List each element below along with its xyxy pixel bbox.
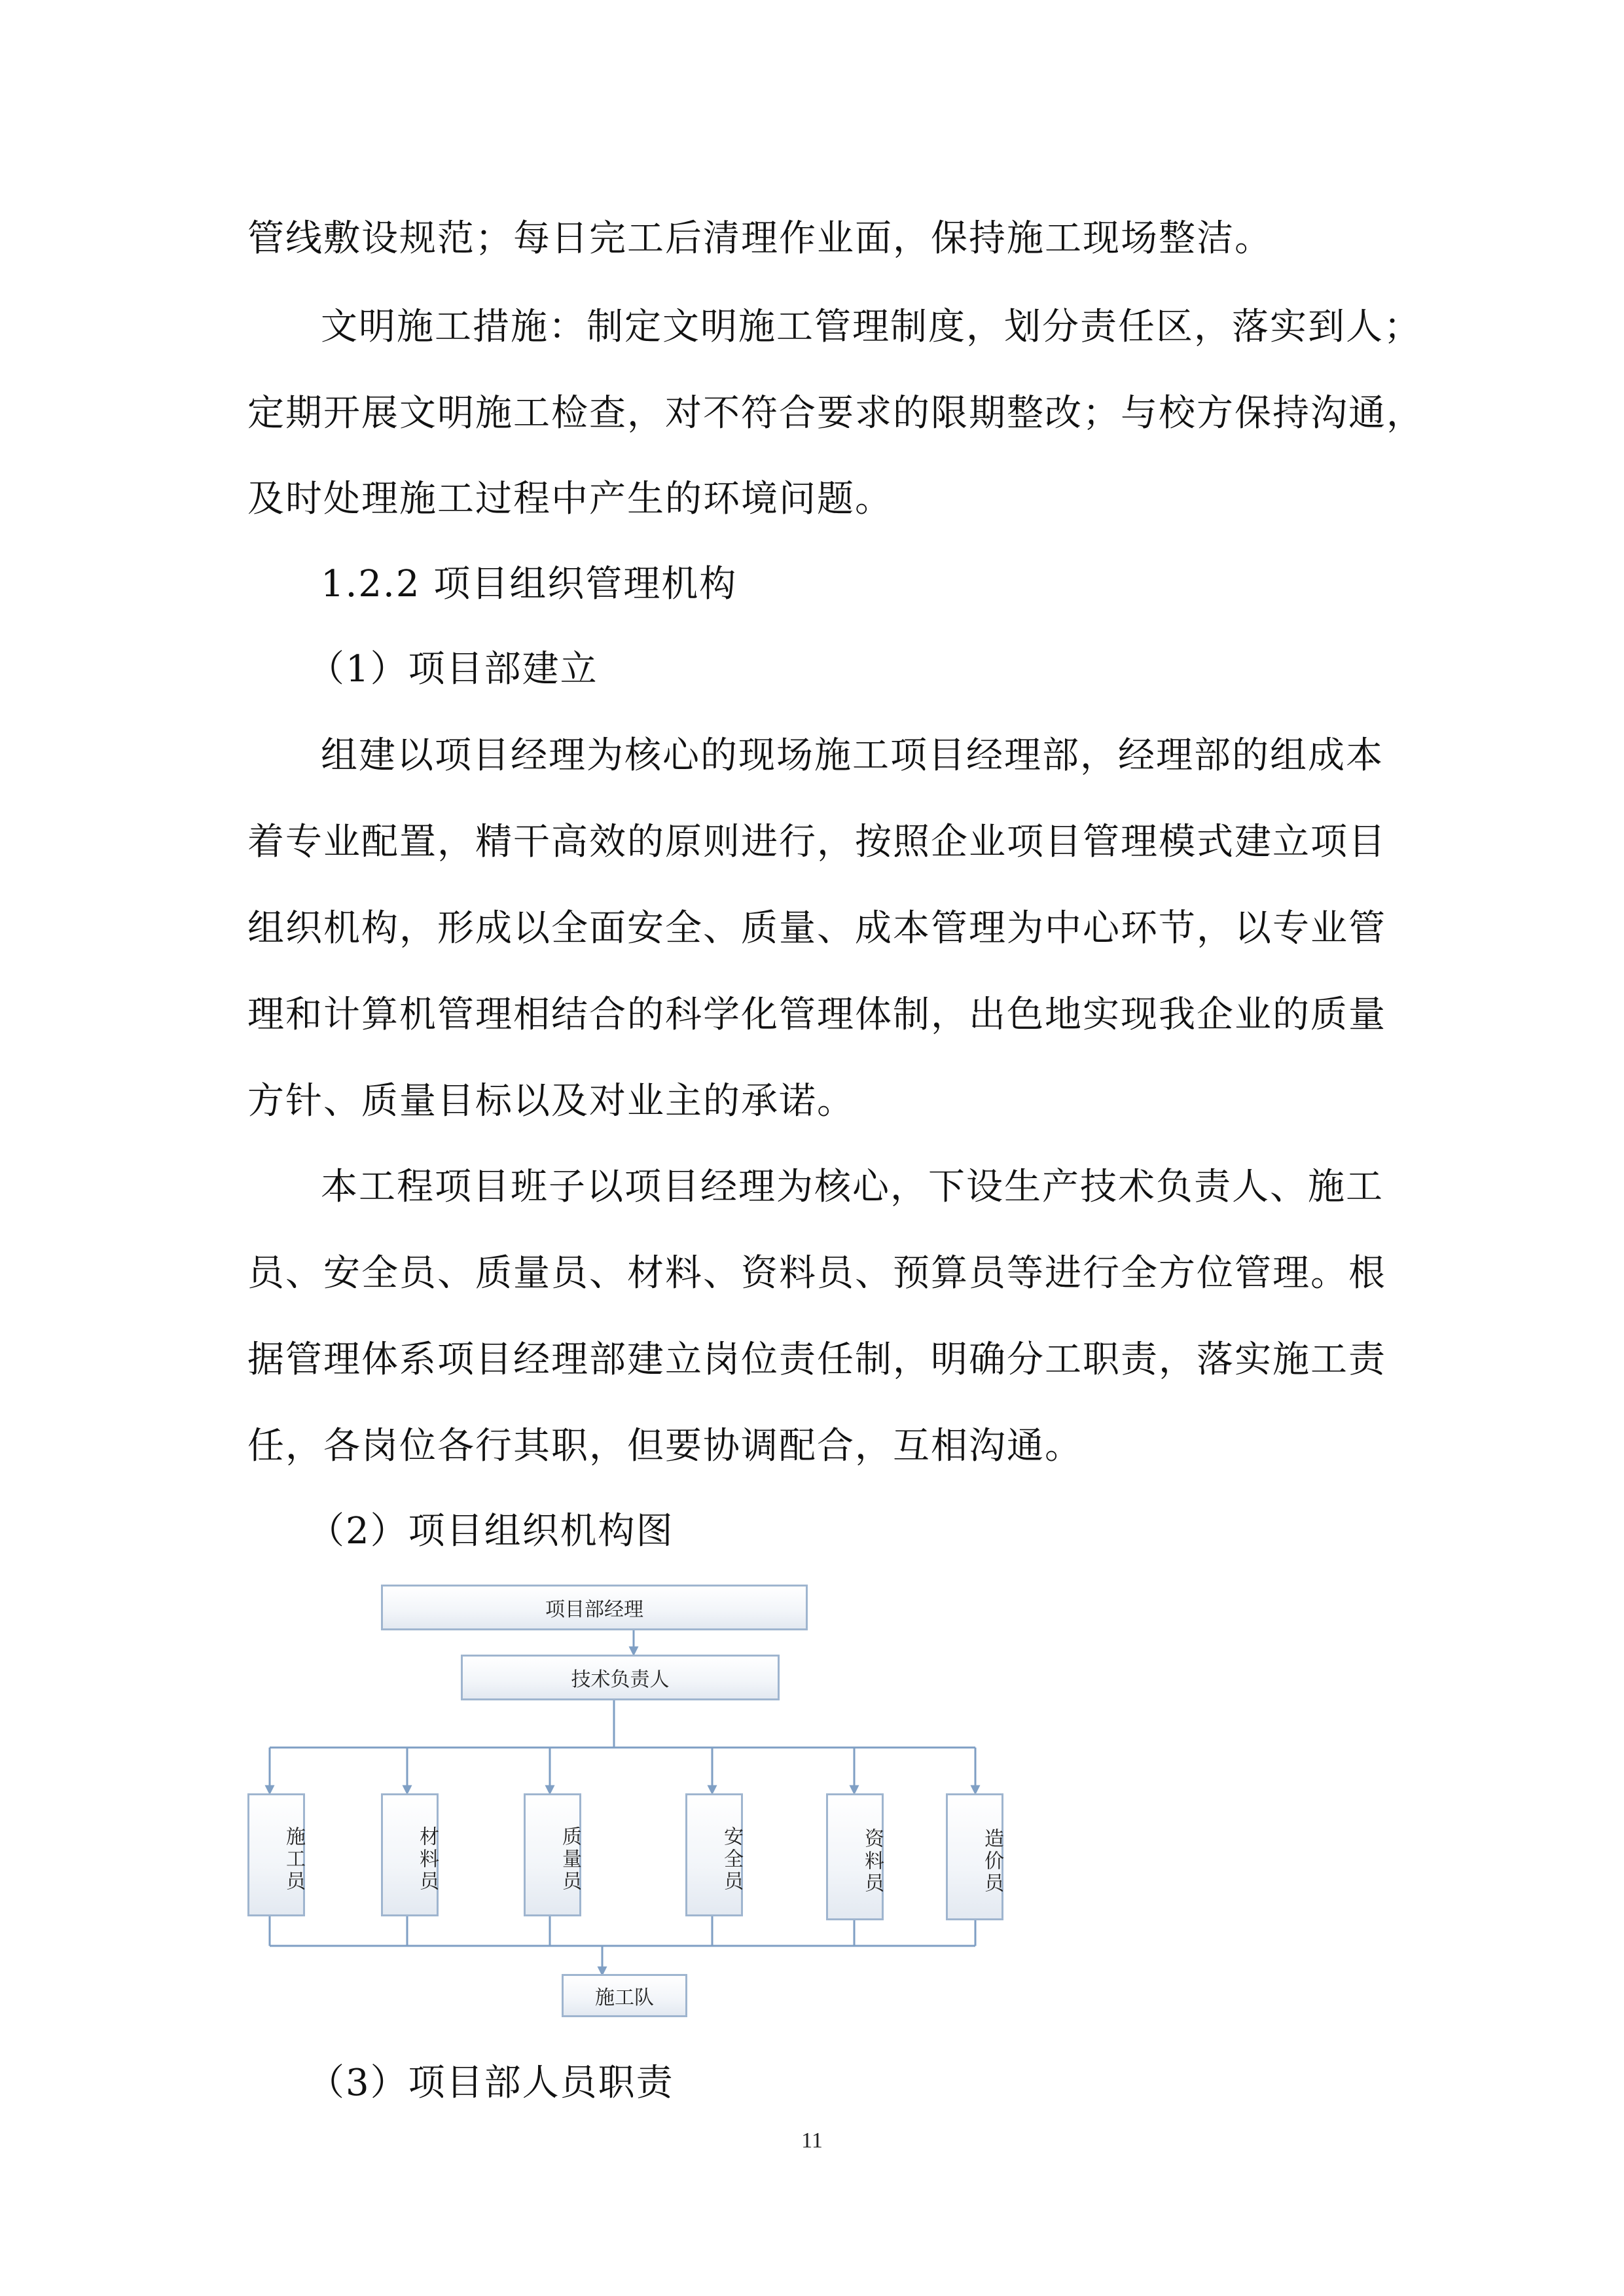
org-node-staff: 造价员 xyxy=(946,1793,1003,1920)
section-heading: 1.2.2 项目组织管理机构 xyxy=(321,563,738,605)
paragraph-line: 组织机构，形成以全面安全、质量、成本管理为中心环节，以专业管 xyxy=(247,907,1386,950)
org-node-construction-team: 施工队 xyxy=(562,1974,687,2017)
org-node-staff: 材料员 xyxy=(381,1793,439,1916)
paragraph-line: 管线敷设规范；每日完工后清理作业面，保持施工现场整洁。 xyxy=(247,217,1272,260)
paragraph-line: 组建以项目经理为核心的现场施工项目经理部，经理部的组成本 xyxy=(321,734,1384,777)
org-node-staff: 安全员 xyxy=(685,1793,743,1916)
subsection-heading: （3）项目部人员职责 xyxy=(308,2062,674,2104)
org-node-staff: 施工员 xyxy=(247,1793,305,1916)
page-number: 11 xyxy=(801,2128,823,2153)
org-node-staff: 质量员 xyxy=(524,1793,581,1916)
paragraph-line: 任，各岗位各行其职，但要协调配合，互相沟通。 xyxy=(247,1425,1083,1467)
org-node-tech-lead: 技术负责人 xyxy=(461,1655,780,1700)
paragraph-line: 理和计算机管理相结合的科学化管理体制，出色地实现我企业的质量 xyxy=(247,994,1386,1036)
paragraph-line: 员、安全员、质量员、材料、资料员、预算员等进行全方位管理。根 xyxy=(247,1252,1386,1295)
paragraph-line: 据管理体系项目经理部建立岗位责任制，明确分工职责，落实施工责 xyxy=(247,1338,1386,1381)
paragraph-line: 定期开展文明施工检查，对不符合要求的限期整改；与校方保持沟通， xyxy=(247,392,1424,435)
org-node-staff: 资料员 xyxy=(826,1793,884,1920)
paragraph-line: 本工程项目班子以项目经理为核心，下设生产技术负责人、施工 xyxy=(321,1166,1384,1208)
paragraph-line: 着专业配置，精干高效的原则进行，按照企业项目管理模式建立项目 xyxy=(247,821,1386,863)
paragraph-line: 文明施工措施：制定文明施工管理制度，划分责任区，落实到人； xyxy=(321,306,1422,348)
subsection-heading: （2）项目组织机构图 xyxy=(308,1510,674,1552)
paragraph-line: 方针、质量目标以及对业主的承诺。 xyxy=(247,1080,855,1122)
paragraph-line: 及时处理施工过程中产生的环境问题。 xyxy=(247,478,893,520)
org-node-manager: 项目部经理 xyxy=(381,1585,808,1630)
subsection-heading: （1）项目部建立 xyxy=(308,648,598,691)
